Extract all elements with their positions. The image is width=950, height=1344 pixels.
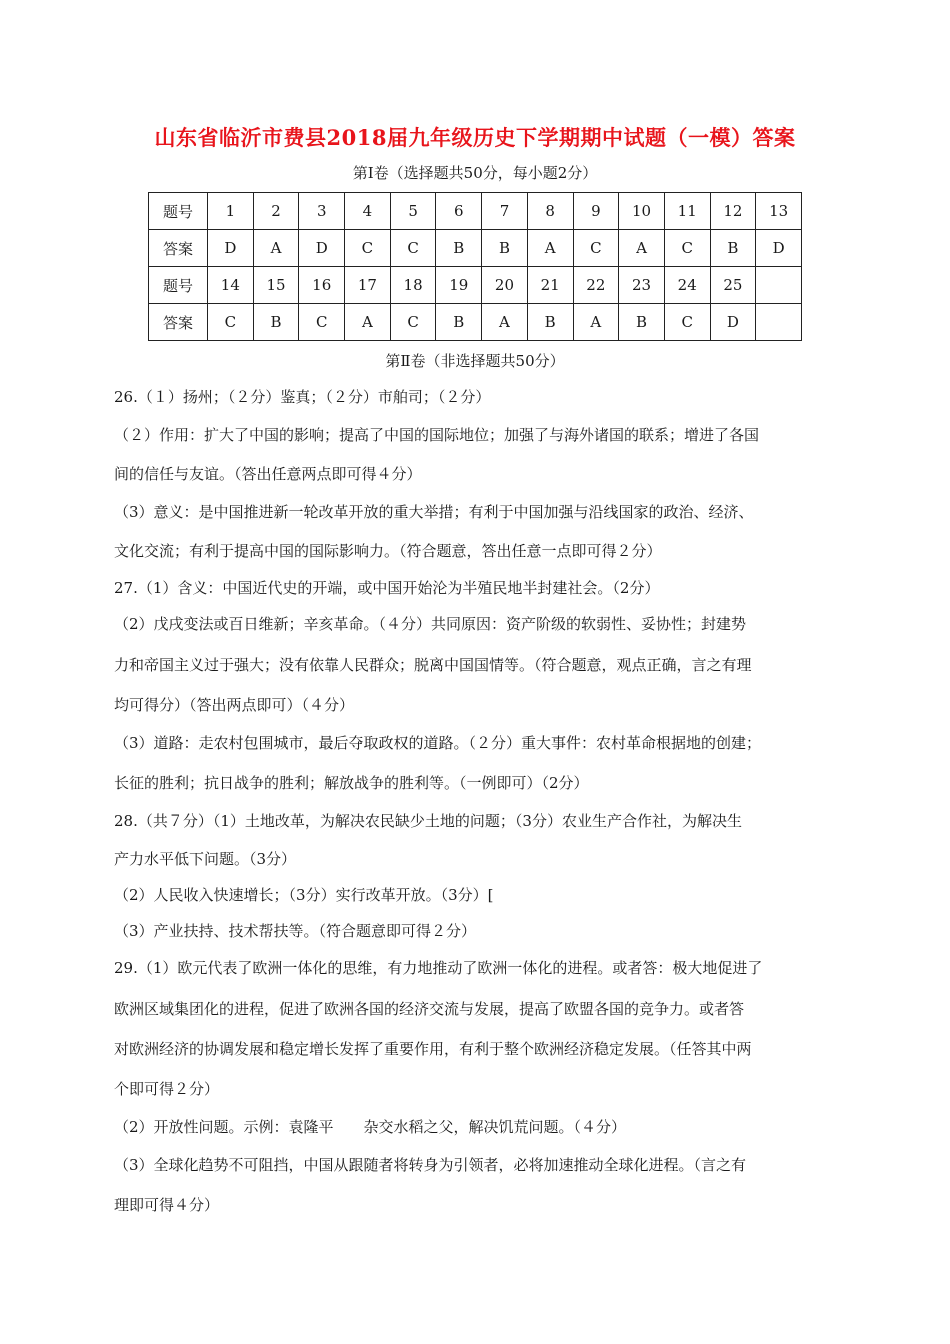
part2-heading: 第Ⅱ卷（非选择题共50分） [385,352,565,370]
table-cell: C [299,304,345,341]
table-cell: 14 [208,267,254,304]
table-cell: 6 [436,193,482,230]
answer-line: （2）人民收入快速增长；（3分）实行改革开放。（3分）[ [114,886,494,904]
answer-line: （3）道路：走农村包围城市，最后夺取政权的道路。（２分）重大事件：农村革命根据地的创建； [114,734,762,752]
table-cell: A [619,230,665,267]
table-cell: B [710,230,756,267]
table-cell: B [436,304,482,341]
answer-line: 29.（1）欧元代表了欧洲一体化的思维，有力地推动了欧洲一体化的进程。或者答：极大地促进了 [114,959,763,977]
table-cell: 10 [619,193,665,230]
table-cell: 15 [253,267,299,304]
table-cell: 2 [253,193,299,230]
table-cell: A [253,230,299,267]
answer-line: 力和帝国主义过于强大；没有依靠人民群众；脱离中国国情等。（符合题意，观点正确，言之有理 [114,656,752,674]
answer-line: （２）作用：扩大了中国的影响；提高了中国的国际地位；加强了与海外诸国的联系；增进了各国 [114,426,760,444]
answer-line: 均可得分）（答出两点即可）（４分） [114,696,355,714]
answer-line: （3）全球化趋势不可阻挡，中国从跟随者将转身为引领者，必将加速推动全球化进程。（言之有 [114,1156,747,1174]
table-row [149,267,802,304]
table-cell: 11 [664,193,710,230]
part1-heading: 第Ⅰ卷（选择题共50分，每小题2分） [352,164,598,182]
table-row [149,304,802,341]
table-cell: 22 [573,267,619,304]
table-cell: 12 [710,193,756,230]
table-cell: 18 [390,267,436,304]
answer-line: 个即可得２分） [114,1080,220,1098]
answer-line: 欧洲区域集团化的进程，促进了欧洲各国的经济交流与发展，提高了欧盟各国的竞争力。或者答 [114,1000,745,1018]
answer-line: 产力水平低下问题。（3分） [114,850,297,868]
answer-line: （3）产业扶持、技术帮扶等。（符合题意即可得２分） [114,922,477,940]
table-cell: A [573,304,619,341]
table-cell: 25 [710,267,756,304]
table-cell: 20 [482,267,528,304]
table-cell: 答案 [149,230,208,267]
table-cell: 7 [482,193,528,230]
table-cell: B [619,304,665,341]
table-cell: C [664,230,710,267]
table-cell [756,267,802,304]
table-cell: D [208,230,254,267]
table-cell: 8 [527,193,573,230]
table-cell: A [527,230,573,267]
table-cell: B [482,230,528,267]
table-cell: C [345,230,391,267]
answer-line: 28.（共７分）（1）土地改革，为解决农民缺少土地的问题；（3分）农业生产合作社，为解决生 [114,812,742,830]
table-cell: C [208,304,254,341]
answer-line: 长征的胜利；抗日战争的胜利；解放战争的胜利等。（一例即可）（2分） [114,774,589,792]
table-cell: 19 [436,267,482,304]
answer-line: 对欧洲经济的协调发展和稳定增长发挥了重要作用，有利于整个欧洲经济稳定发展。（任答其中两 [114,1040,752,1058]
table-cell: 13 [756,193,802,230]
table-cell: 23 [619,267,665,304]
table-cell: 题号 [149,193,208,230]
table-cell: 24 [664,267,710,304]
table-cell: B [436,230,482,267]
table-cell: D [299,230,345,267]
table-cell: 题号 [149,267,208,304]
table-cell: 17 [345,267,391,304]
table-cell: 4 [345,193,391,230]
table-cell: A [482,304,528,341]
table-cell: 16 [299,267,345,304]
table-cell: C [390,304,436,341]
answer-line: 理即可得４分） [114,1196,220,1214]
table-cell [756,304,802,341]
answer-line: （2）戊戌变法或百日维新；辛亥革命。（４分）共同原因：资产阶级的软弱性、妥协性；封建势 [114,615,747,633]
table-cell: 5 [390,193,436,230]
answer-line: （2）开放性问题。示例：袁隆平 杂交水稻之父，解决饥荒问题。（４分） [114,1118,627,1136]
answer-table [148,192,802,341]
table-cell: C [664,304,710,341]
document-title: 山东省临沂市费县2018届九年级历史下学期期中试题（一模）答案 [154,125,796,150]
table-row [149,193,802,230]
table-cell: D [710,304,756,341]
answer-line: 文化交流；有利于提高中国的国际影响力。（符合题意，答出任意一点即可得２分） [114,542,662,560]
table-cell: C [573,230,619,267]
table-cell: 9 [573,193,619,230]
table-cell: 21 [527,267,573,304]
table-cell: C [390,230,436,267]
answer-line: 27.（1）含义：中国近代史的开端，或中国开始沦为半殖民地半封建社会。（2分） [114,579,660,597]
table-cell: 答案 [149,304,208,341]
table-cell: D [756,230,802,267]
answer-line: 26.（１）扬州；（２分）鉴真；（２分）市舶司；（２分） [114,388,491,406]
table-cell: B [253,304,299,341]
answer-line: 间的信任与友谊。（答出任意两点即可得４分） [114,465,422,483]
answer-line: （3）意义：是中国推进新一轮改革开放的重大举措；有利于中国加强与沿线国家的政治、经济、 [114,503,754,521]
table-cell: A [345,304,391,341]
table-cell: 1 [208,193,254,230]
table-row [149,230,802,267]
table-cell: B [527,304,573,341]
table-cell: 3 [299,193,345,230]
